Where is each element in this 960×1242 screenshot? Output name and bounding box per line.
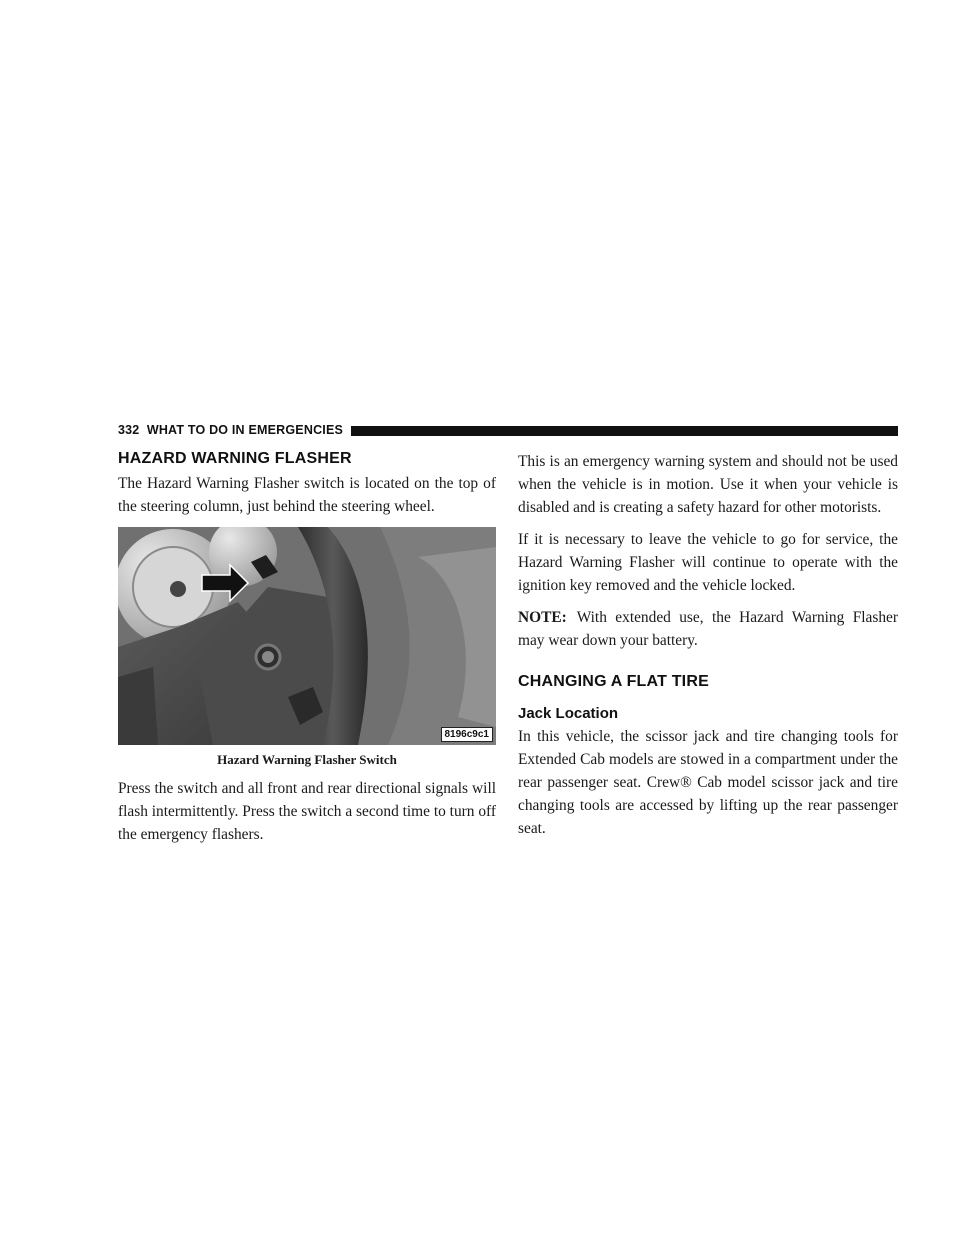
jack-location-paragraph: In this vehicle, the scissor jack and tire changing tools for Extended Cab models are stowed in a compartment under the rear passenger seat. Crew® Cab model scissor jack and tire changing tools are accessed by lifting up the rear passenger seat. — [518, 728, 898, 837]
page-header — [118, 420, 898, 440]
note-paragraph — [518, 606, 898, 652]
hazard-switch-figure — [118, 527, 496, 745]
figure-caption: Hazard Warning Flasher Switch — [217, 752, 397, 767]
flat-tire-heading: CHANGING A FLAT TIRE — [518, 673, 709, 690]
figure-code: 8196c9c1 — [441, 727, 494, 742]
note-text: With extended use, the Hazard Warning Flasher may wear down your battery. — [518, 609, 898, 649]
header-rule — [351, 426, 898, 436]
hazard-leave-paragraph: If it is necessary to leave the vehicle to go for service, the Hazard Warning Flasher will continue to operate with the ignition key removed and the vehicle locked. — [518, 531, 898, 594]
hazard-system-paragraph: This is an emergency warning system and should not be used when the vehicle is in motion. Use it when your vehicle is disabled and is creating a safety hazard for other motorists. — [518, 453, 898, 516]
right-column — [518, 450, 898, 849]
hazard-heading: HAZARD WARNING FLASHER — [118, 450, 352, 467]
jack-location-heading: Jack Location — [518, 705, 619, 722]
section-title: WHAT TO DO IN EMERGENCIES — [146, 423, 344, 437]
running-header — [118, 423, 351, 437]
left-column — [118, 450, 496, 855]
note-label: NOTE: — [518, 609, 567, 626]
dashboard-photo — [118, 527, 496, 745]
hazard-intro: The Hazard Warning Flasher switch is located on the top of the steering column, just behind the steering wheel. — [118, 475, 496, 515]
hazard-press-paragraph: Press the switch and all front and rear directional signals will flash intermittently. Press the switch a second time to turn off the emergency flashers. — [118, 780, 496, 843]
page-number: 332 — [118, 423, 140, 437]
